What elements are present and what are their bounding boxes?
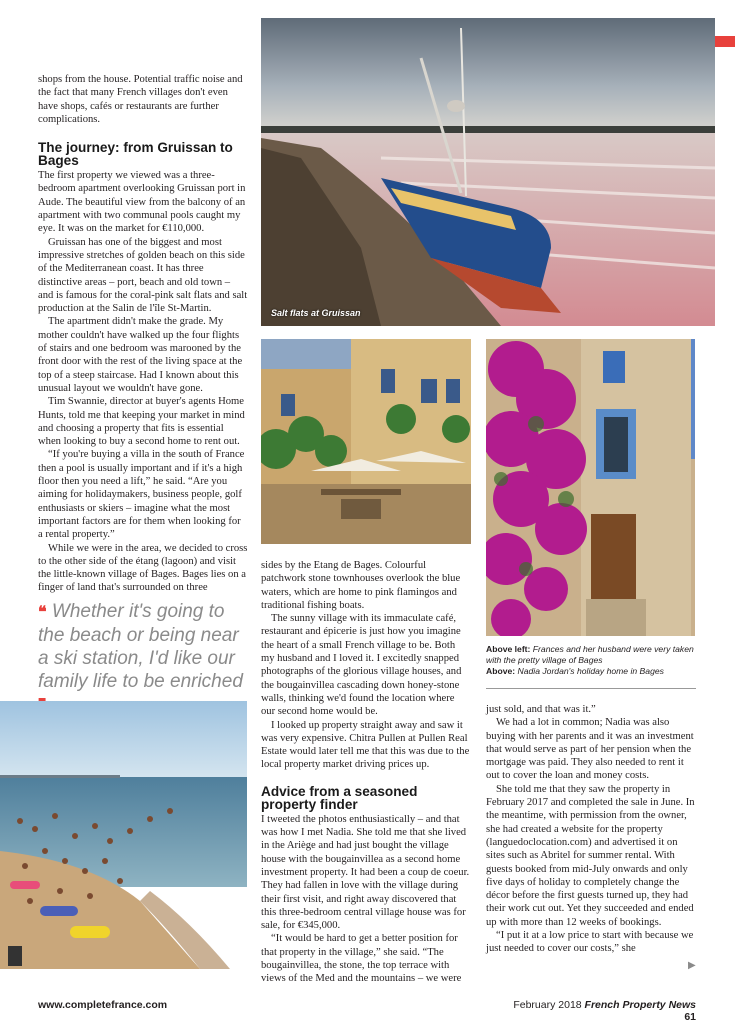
column-1 <box>38 73 248 595</box>
paragraph: shops from the house. Potential traffic noise and the fact that many French villages don't even have shops, cafés or restaurants are further complications. <box>38 74 243 125</box>
column-3 <box>486 703 696 956</box>
footer-folio <box>510 999 696 1023</box>
paragraph: “I put it at a low price to start with because we just needed to cover our costs,” she <box>486 930 694 955</box>
footer-page-number: 61 <box>684 1011 696 1023</box>
footer-issue: February 2018 <box>513 999 582 1011</box>
column-2 <box>261 559 471 986</box>
village-cafe-photo <box>261 339 471 544</box>
subheading: The journey: from Gruissan to Bages <box>38 140 233 169</box>
pull-quote <box>38 600 248 717</box>
caption-label: Above: <box>486 666 516 676</box>
continue-arrow-icon: ▶ <box>688 960 696 971</box>
paragraph: I tweeted the photos enthusiastically – and that was how I met Nadia. She told me that she lived in the Ariège and had just bought the village house with the bougainvillea as a second home investment property. It had been a coup de coeur. They had fallen in love with the village during their first visit, and right away discovered that this three-bedroom central village house was for sale, for €345,000. <box>261 813 470 932</box>
salt-flats-photo <box>261 18 715 326</box>
paragraph: sides by the Etang de Bages. Colourful patchwork stone townhouses overlook the blue waters, which are home to pink flamingos and traditional fishing boats. <box>261 560 461 611</box>
subheading: Advice from a seasoned property finder <box>261 783 418 812</box>
paragraph: The apartment didn't make the grade. My mother couldn't have walked up the four flights of stairs and one bedroom was marooned by the front door with the rest of the living space at the top of a steep staircase. Had I known about this unusual layout we wouldn't have gone. <box>38 316 243 394</box>
paragraph: We had a lot in common; Nadia was also buying with her parents and it was an investment that would serve as part of her pension when the mortgage was paid. They also needed to rent it out to cover the loan and money costs. <box>486 717 694 782</box>
caption-text: Frances and her husband were very taken with the pretty village of Bages <box>486 644 694 665</box>
caption-divider <box>486 688 696 689</box>
paragraph: Tim Swannie, director at buyer's agents Home Hunts, told me that keeping your market in mind and choosing a property that fits is essential when looking to buy a second home to rent out. <box>38 396 245 448</box>
caption-text: Nadia Jordan's holiday home in Bages <box>517 666 664 676</box>
photo-captions <box>486 644 696 677</box>
paragraph: The first property we viewed was a three-bedroom apartment overlooking Gruissan port in Aude. The beautiful view from the balcony of an apartment with two communal pools caught my eye. It was on the market for €110,000. <box>38 170 246 235</box>
paragraph: “It would be hard to get a better position for that property in the village,” she said. “The bougainvillea, the stone, the top terrace with views of the Med and the mountains – we were <box>261 933 462 985</box>
holiday-home-photo <box>486 339 695 636</box>
paragraph: just sold, and that was it.” <box>486 704 596 715</box>
caption-label: Above left: <box>486 644 531 654</box>
pull-quote-text: Whether it's going to the beach or being near a ski station, I'd like our family life to be enriched <box>38 601 243 692</box>
photo-caption: Salt flats at Gruissan <box>271 308 361 318</box>
caption-above <box>486 666 696 677</box>
paragraph: The sunny village with its immaculate café, restaurant and épicerie is just how you imagine the heart of a small French village to be. Both my husband and I loved it. I excitedly snapped photographs of the glorious village houses, and the bougainvillea cascading down honey-stone walls, thinking we'd found the location where our second home would be. <box>261 613 462 718</box>
paragraph: While we were in the area, we decided to cross to the other side of the étang (lagoon) and visit the little-known village of Bages. Bages lies on a finger of land that's surrounded on three <box>38 542 248 594</box>
paragraph: She told me that they saw the property in February 2017 and completed the sale in June. In the meantime, with permission from the owner, she had created a website for the property (languedoclocation.com) and advertised it on sites such as Abritel for summer rental. With guests booked from mid-July onwards and only five days of holiday to completely change the décor before the first guests turned up, they had their work cut out. Yet they succeeded and ended up with more than 12 weeks of bookings. <box>486 783 695 928</box>
paragraph: “If you're buying a villa in the south of France then a pool is usually important and if it's a high floor then you need a lift,” he said. “Are you aiming for holidaymakers, business people, golf enthusiasts or skiers – imagine what the most important factors are for them when looking for a rental property.” <box>38 449 245 541</box>
open-quote-mark: ❝ <box>38 604 47 621</box>
paragraph: Gruissan has one of the biggest and most impressive stretches of golden beach on this side of the Mediterranean coast. It has three distinctive areas – port, beach and old town – and is famous for the coral-pink salt flats and salt production at the Salin de l'île St-Martin. <box>38 236 248 315</box>
footer-website[interactable]: www.completefrance.com <box>38 999 168 1011</box>
caption-above-left <box>486 644 696 666</box>
paragraph: I looked up property straight away and saw it was very expensive. Chitra Pullen at Pullen Real Estate would later tell me that this was due to the local property market driving prices up. <box>261 719 470 771</box>
beach-photo <box>0 701 247 969</box>
footer-magazine: French Property News <box>584 999 696 1011</box>
